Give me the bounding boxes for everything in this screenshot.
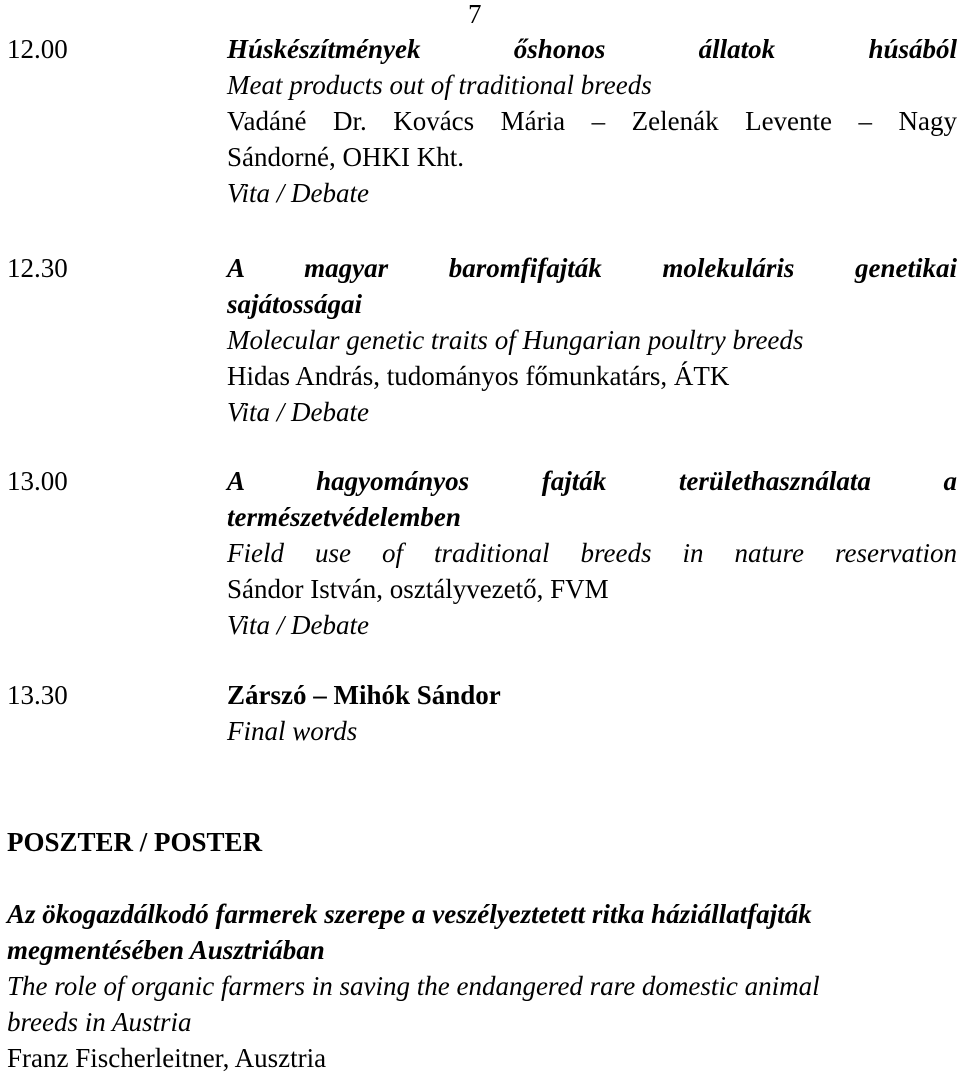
session-title: Húskészítmények őshonos állatok húsából [227, 34, 957, 64]
poster-title: Az ökogazdálkodó farmerek szerepe a veszélyeztetett ritka háziállatfajták [7, 899, 812, 929]
session-time: 12.00 [7, 34, 68, 64]
session-content [227, 31, 957, 211]
session-time: 12.30 [7, 253, 68, 283]
session-content [227, 463, 957, 643]
poster-heading: POSZTER / POSTER [7, 827, 263, 857]
session-title-cont: természetvédelemben [227, 502, 461, 532]
session-subtitle: Meat products out of traditional breeds [227, 70, 652, 100]
session-debate: Vita / Debate [227, 610, 369, 640]
session-debate: Vita / Debate [227, 397, 369, 427]
poster-title-cont: megmentésében Ausztriában [7, 935, 325, 965]
session-title: Zárszó – Mihók Sándor [227, 680, 501, 710]
session-content [227, 250, 957, 430]
session-subtitle: Molecular genetic traits of Hungarian poultry breeds [227, 325, 804, 355]
session-content [227, 677, 957, 749]
session-author-cont: Sándorné, OHKI Kht. [227, 142, 464, 172]
session-subtitle: Final words [227, 716, 358, 746]
session-time: 13.00 [7, 466, 68, 496]
poster-subtitle: The role of organic farmers in saving the endangered rare domestic animal [7, 971, 820, 1001]
session-debate: Vita / Debate [227, 178, 369, 208]
page-number: 7 [468, 0, 482, 29]
poster-subtitle-cont: breeds in Austria [7, 1007, 192, 1037]
session-title-cont: sajátosságai [227, 289, 363, 319]
poster-item [7, 896, 953, 1076]
session-author: Hidas András, tudományos főmunkatárs, ÁTK [227, 361, 730, 391]
session-time: 13.30 [7, 680, 68, 710]
session-author: Vadáné Dr. Kovács Mária – Zelenák Levente – Nagy [227, 106, 957, 136]
poster-author: Franz Fischerleitner, Ausztria [7, 1043, 327, 1073]
session-title: A magyar baromfifajták molekuláris genetikai [227, 253, 957, 283]
session-title: A hagyományos fajták területhasználata a [227, 466, 957, 496]
session-subtitle: Field use of traditional breeds in nature reservation [227, 538, 957, 568]
session-author: Sándor István, osztályvezető, FVM [227, 574, 609, 604]
